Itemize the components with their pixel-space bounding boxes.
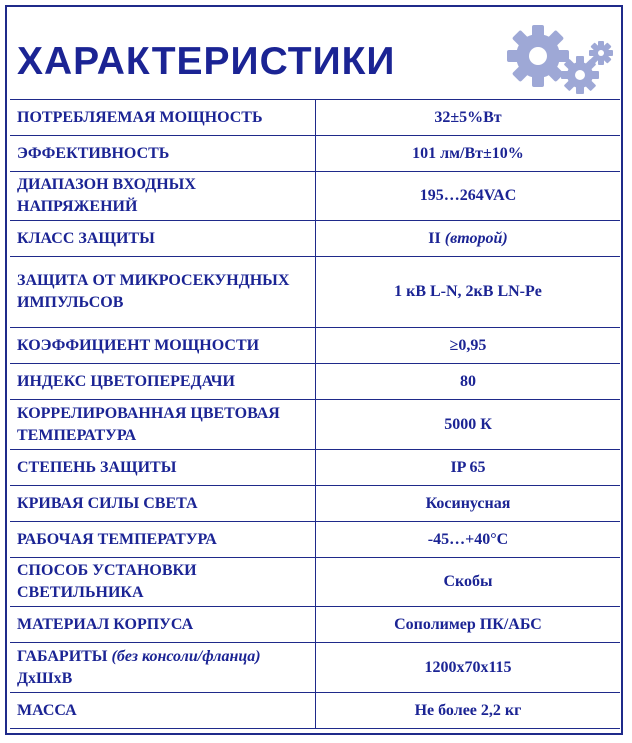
spec-label: МАССА bbox=[10, 693, 316, 729]
spec-row-efficiency bbox=[10, 136, 620, 172]
spec-label: ЗАЩИТА ОТ МИКРОСЕКУНДНЫХ ИМПУЛЬСОВ bbox=[10, 257, 316, 328]
specs-table bbox=[10, 99, 620, 729]
spec-value: 5000 К bbox=[316, 400, 621, 450]
spec-value: IP 65 bbox=[316, 450, 621, 486]
spec-label-suffix: ДхШхВ bbox=[17, 669, 73, 687]
spec-label: СТЕПЕНЬ ЗАЩИТЫ bbox=[10, 450, 316, 486]
spec-value: 101 лм/Вт±10% bbox=[316, 136, 621, 172]
spec-value: 1200x70x115 bbox=[316, 643, 621, 693]
spec-label: РАБОЧАЯ ТЕМПЕРАТУРА bbox=[10, 522, 316, 558]
spec-value-note: (второй) bbox=[444, 229, 508, 247]
spec-value: Скобы bbox=[316, 558, 621, 607]
spec-label: ЭФФЕКТИВНОСТЬ bbox=[10, 136, 316, 172]
spec-label: ПОТРЕБЛЯЕМАЯ МОЩНОСТЬ bbox=[10, 100, 316, 136]
spec-label: КЛАСС ЗАЩИТЫ bbox=[10, 221, 316, 257]
spec-label: ГАБАРИТЫ bbox=[17, 647, 108, 665]
spec-row-input-voltage bbox=[10, 172, 620, 221]
page-title: ХАРАКТЕРИСТИКИ bbox=[17, 40, 396, 83]
spec-value: Косинусная bbox=[316, 486, 621, 522]
spec-row-light-curve bbox=[10, 486, 620, 522]
spec-row-operating-temp bbox=[10, 522, 620, 558]
spec-value: Сополимер ПК/АБС bbox=[316, 607, 621, 643]
spec-row-surge-protection bbox=[10, 257, 620, 328]
spec-value: -45…+40°С bbox=[316, 522, 621, 558]
spec-row-protection-class bbox=[10, 221, 620, 257]
spec-row-mounting bbox=[10, 558, 620, 607]
spec-value: ≥0,95 bbox=[316, 328, 621, 364]
spec-row-cri bbox=[10, 364, 620, 400]
spec-label: СПОСОБ УСТАНОВКИ СВЕТИЛЬНИКА bbox=[10, 558, 316, 607]
spec-value: 1 кВ L-N, 2кВ LN-Pe bbox=[316, 257, 621, 328]
spec-label: МАТЕРИАЛ КОРПУСА bbox=[10, 607, 316, 643]
spec-value: 195…264VAC bbox=[316, 172, 621, 221]
spec-label: КОЭФФИЦИЕНТ МОЩНОСТИ bbox=[10, 328, 316, 364]
spec-label: ДИАПАЗОН ВХОДНЫХ НАПРЯЖЕНИЙ bbox=[10, 172, 316, 221]
spec-label: ИНДЕКС ЦВЕТОПЕРЕДАЧИ bbox=[10, 364, 316, 400]
spec-label-note: (без консоли/фланца) bbox=[111, 647, 261, 665]
spec-value-cell bbox=[316, 221, 621, 257]
spec-value: II bbox=[428, 229, 441, 247]
spec-row-housing-material bbox=[10, 607, 620, 643]
spec-value: 32±5%Вт bbox=[316, 100, 621, 136]
spec-label: КРИВАЯ СИЛЫ СВЕТА bbox=[10, 486, 316, 522]
spec-row-weight bbox=[10, 693, 620, 729]
spec-row-cct bbox=[10, 400, 620, 450]
spec-value: Не более 2,2 кг bbox=[316, 693, 621, 729]
spec-row-dimensions bbox=[10, 643, 620, 693]
spec-value: 80 bbox=[316, 364, 621, 400]
spec-row-power-factor bbox=[10, 328, 620, 364]
spec-label: КОРРЕЛИРОВАННАЯ ЦВЕТОВАЯ ТЕМПЕРАТУРА bbox=[10, 400, 316, 450]
spec-row-power bbox=[10, 100, 620, 136]
spec-row-ip-rating bbox=[10, 450, 620, 486]
spec-label-cell bbox=[10, 643, 316, 693]
gears-icon bbox=[500, 20, 615, 100]
